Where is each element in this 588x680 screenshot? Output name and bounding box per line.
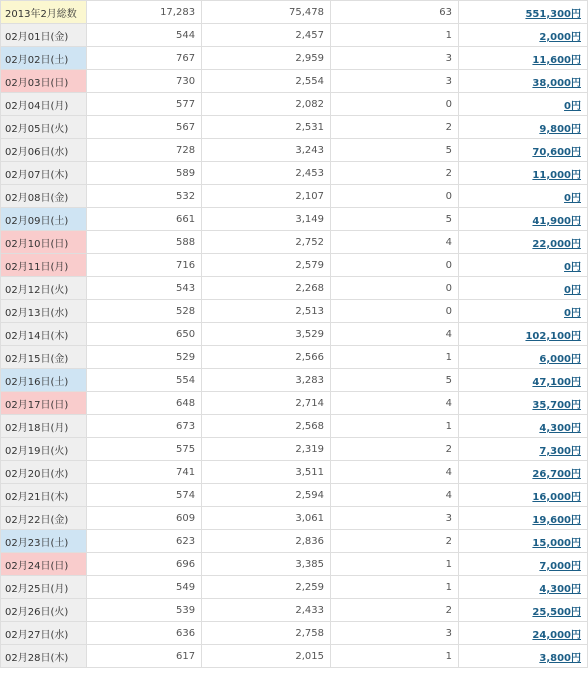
month-total-label: 2013年2月総数 xyxy=(1,1,87,24)
count-a-cell: 617 xyxy=(87,645,202,668)
count-c-cell: 4 xyxy=(331,392,459,415)
table-row xyxy=(1,369,588,392)
date-cell: 02月15日(金) xyxy=(1,346,87,369)
date-cell: 02月28日(木) xyxy=(1,645,87,668)
amount-cell xyxy=(458,47,587,70)
count-b-cell: 2,758 xyxy=(202,622,331,645)
count-c-cell: 3 xyxy=(331,507,459,530)
stats-table-body xyxy=(1,1,588,668)
count-a-cell: 544 xyxy=(87,24,202,47)
total-row xyxy=(1,1,588,24)
count-b-cell: 2,959 xyxy=(202,47,331,70)
amount-link[interactable]: 47,100円 xyxy=(532,376,581,388)
amount-cell xyxy=(458,162,587,185)
count-b-cell: 2,566 xyxy=(202,346,331,369)
count-b-cell: 2,453 xyxy=(202,162,331,185)
amount-link[interactable]: 15,000円 xyxy=(532,537,581,549)
count-c-cell: 3 xyxy=(331,70,459,93)
count-c-cell: 1 xyxy=(331,553,459,576)
count-b-cell: 2,433 xyxy=(202,599,331,622)
date-cell: 02月03日(日) xyxy=(1,70,87,93)
count-a-cell: 728 xyxy=(87,139,202,162)
amount-cell xyxy=(458,645,587,668)
date-cell: 02月04日(月) xyxy=(1,93,87,116)
table-row xyxy=(1,231,588,254)
amount-cell xyxy=(458,507,587,530)
date-cell: 02月05日(火) xyxy=(1,116,87,139)
count-c-cell: 4 xyxy=(331,484,459,507)
count-b-cell: 2,319 xyxy=(202,438,331,461)
table-row xyxy=(1,507,588,530)
date-cell: 02月26日(火) xyxy=(1,599,87,622)
count-b-cell: 2,082 xyxy=(202,93,331,116)
amount-cell xyxy=(458,369,587,392)
count-a-cell: 767 xyxy=(87,47,202,70)
date-cell: 02月11日(月) xyxy=(1,254,87,277)
count-a-cell: 554 xyxy=(87,369,202,392)
count-b-cell: 2,259 xyxy=(202,576,331,599)
amount-cell xyxy=(458,530,587,553)
table-row xyxy=(1,277,588,300)
count-c-cell: 1 xyxy=(331,645,459,668)
amount-cell xyxy=(458,576,587,599)
count-b-cell: 2,268 xyxy=(202,277,331,300)
amount-link[interactable]: 16,000円 xyxy=(532,491,581,503)
amount-link[interactable]: 0円 xyxy=(564,261,581,273)
table-row xyxy=(1,323,588,346)
amount-link[interactable]: 551,300円 xyxy=(525,8,581,20)
amount-cell xyxy=(458,392,587,415)
date-cell: 02月22日(金) xyxy=(1,507,87,530)
amount-cell xyxy=(458,415,587,438)
table-row xyxy=(1,530,588,553)
count-c-cell: 1 xyxy=(331,346,459,369)
count-b-cell: 3,385 xyxy=(202,553,331,576)
table-row xyxy=(1,208,588,231)
date-cell: 02月06日(水) xyxy=(1,139,87,162)
table-row xyxy=(1,484,588,507)
count-a-cell: 575 xyxy=(87,438,202,461)
table-row xyxy=(1,70,588,93)
count-b-cell: 3,283 xyxy=(202,369,331,392)
date-cell: 02月20日(水) xyxy=(1,461,87,484)
count-a-cell: 696 xyxy=(87,553,202,576)
amount-cell xyxy=(458,484,587,507)
amount-link[interactable]: 0円 xyxy=(564,192,581,204)
amount-cell xyxy=(458,599,587,622)
date-cell: 02月24日(日) xyxy=(1,553,87,576)
count-c-cell: 4 xyxy=(331,323,459,346)
table-row xyxy=(1,93,588,116)
count-c-cell: 4 xyxy=(331,461,459,484)
amount-link[interactable]: 7,000円 xyxy=(539,560,581,572)
table-row xyxy=(1,461,588,484)
amount-cell xyxy=(458,461,587,484)
count-a-cell: 730 xyxy=(87,70,202,93)
table-row xyxy=(1,24,588,47)
date-cell: 02月13日(水) xyxy=(1,300,87,323)
count-c-cell: 2 xyxy=(331,162,459,185)
table-row xyxy=(1,415,588,438)
count-c-cell: 5 xyxy=(331,208,459,231)
count-a-cell: 549 xyxy=(87,576,202,599)
table-row xyxy=(1,47,588,70)
table-row xyxy=(1,185,588,208)
amount-link[interactable]: 6,000円 xyxy=(539,353,581,365)
count-a-cell: 648 xyxy=(87,392,202,415)
amount-cell xyxy=(458,231,587,254)
amount-link[interactable]: 3,800円 xyxy=(539,652,581,664)
count-c-cell: 3 xyxy=(331,47,459,70)
amount-cell xyxy=(458,438,587,461)
table-row xyxy=(1,645,588,668)
count-a-cell: 532 xyxy=(87,185,202,208)
count-c-cell: 1 xyxy=(331,576,459,599)
count-b-cell: 2,594 xyxy=(202,484,331,507)
count-c-cell: 0 xyxy=(331,93,459,116)
table-row xyxy=(1,392,588,415)
amount-cell xyxy=(458,622,587,645)
count-a-cell: 636 xyxy=(87,622,202,645)
count-a-cell: 567 xyxy=(87,116,202,139)
table-row xyxy=(1,599,588,622)
amount-cell xyxy=(458,1,587,24)
amount-link[interactable]: 2,000円 xyxy=(539,31,581,43)
count-a-cell: 577 xyxy=(87,93,202,116)
amount-cell xyxy=(458,208,587,231)
amount-cell xyxy=(458,70,587,93)
amount-cell xyxy=(458,185,587,208)
count-c-cell: 0 xyxy=(331,254,459,277)
amount-link[interactable]: 38,000円 xyxy=(532,77,581,89)
count-b-cell: 2,836 xyxy=(202,530,331,553)
amount-cell xyxy=(458,323,587,346)
amount-cell xyxy=(458,277,587,300)
amount-link[interactable]: 4,300円 xyxy=(539,583,581,595)
table-row xyxy=(1,254,588,277)
date-cell: 02月18日(月) xyxy=(1,415,87,438)
date-cell: 02月19日(火) xyxy=(1,438,87,461)
amount-link[interactable]: 9,800円 xyxy=(539,123,581,135)
amount-cell xyxy=(458,346,587,369)
count-b-cell: 2,554 xyxy=(202,70,331,93)
count-c-cell: 2 xyxy=(331,599,459,622)
date-cell: 02月25日(月) xyxy=(1,576,87,599)
date-cell: 02月02日(土) xyxy=(1,47,87,70)
count-c-cell: 2 xyxy=(331,116,459,139)
count-a-cell: 539 xyxy=(87,599,202,622)
count-b-cell: 2,107 xyxy=(202,185,331,208)
count-b-cell: 2,531 xyxy=(202,116,331,139)
count-a-cell: 623 xyxy=(87,530,202,553)
date-cell: 02月01日(金) xyxy=(1,24,87,47)
count-c-cell: 1 xyxy=(331,415,459,438)
count-a-cell: 609 xyxy=(87,507,202,530)
date-cell: 02月14日(木) xyxy=(1,323,87,346)
date-cell: 02月23日(土) xyxy=(1,530,87,553)
amount-link[interactable]: 0円 xyxy=(564,100,581,112)
date-cell: 02月07日(木) xyxy=(1,162,87,185)
amount-link[interactable]: 41,900円 xyxy=(532,215,581,227)
count-c-cell: 63 xyxy=(331,1,459,24)
count-b-cell: 2,568 xyxy=(202,415,331,438)
amount-link[interactable]: 11,600円 xyxy=(532,54,581,66)
amount-link[interactable]: 0円 xyxy=(564,307,581,319)
date-cell: 02月17日(日) xyxy=(1,392,87,415)
count-a-cell: 17,283 xyxy=(87,1,202,24)
amount-link[interactable]: 25,500円 xyxy=(532,606,581,618)
date-cell: 02月08日(金) xyxy=(1,185,87,208)
amount-link[interactable]: 70,600円 xyxy=(532,146,581,158)
date-cell: 02月12日(火) xyxy=(1,277,87,300)
count-c-cell: 5 xyxy=(331,139,459,162)
amount-link[interactable]: 4,300円 xyxy=(539,422,581,434)
table-row xyxy=(1,300,588,323)
count-b-cell: 3,149 xyxy=(202,208,331,231)
amount-link[interactable]: 35,700円 xyxy=(532,399,581,411)
date-cell: 02月21日(木) xyxy=(1,484,87,507)
table-row xyxy=(1,576,588,599)
amount-cell xyxy=(458,116,587,139)
count-a-cell: 543 xyxy=(87,277,202,300)
count-c-cell: 0 xyxy=(331,300,459,323)
count-b-cell: 3,243 xyxy=(202,139,331,162)
date-cell: 02月10日(日) xyxy=(1,231,87,254)
count-c-cell: 0 xyxy=(331,185,459,208)
count-a-cell: 589 xyxy=(87,162,202,185)
count-b-cell: 2,513 xyxy=(202,300,331,323)
count-c-cell: 0 xyxy=(331,277,459,300)
amount-link[interactable]: 0円 xyxy=(564,284,581,296)
count-c-cell: 1 xyxy=(331,24,459,47)
count-b-cell: 2,579 xyxy=(202,254,331,277)
count-a-cell: 673 xyxy=(87,415,202,438)
count-b-cell: 2,752 xyxy=(202,231,331,254)
count-c-cell: 5 xyxy=(331,369,459,392)
count-b-cell: 75,478 xyxy=(202,1,331,24)
amount-link[interactable]: 11,000円 xyxy=(532,169,581,181)
count-a-cell: 661 xyxy=(87,208,202,231)
amount-cell xyxy=(458,300,587,323)
table-row xyxy=(1,162,588,185)
count-a-cell: 528 xyxy=(87,300,202,323)
amount-cell xyxy=(458,93,587,116)
count-c-cell: 2 xyxy=(331,438,459,461)
date-cell: 02月16日(土) xyxy=(1,369,87,392)
table-row xyxy=(1,553,588,576)
amount-link[interactable]: 24,000円 xyxy=(532,629,581,641)
count-b-cell: 2,015 xyxy=(202,645,331,668)
amount-cell xyxy=(458,254,587,277)
count-a-cell: 650 xyxy=(87,323,202,346)
count-a-cell: 529 xyxy=(87,346,202,369)
count-a-cell: 716 xyxy=(87,254,202,277)
amount-cell xyxy=(458,139,587,162)
count-a-cell: 741 xyxy=(87,461,202,484)
amount-link[interactable]: 102,100円 xyxy=(525,330,581,342)
count-c-cell: 4 xyxy=(331,231,459,254)
table-row xyxy=(1,346,588,369)
count-a-cell: 588 xyxy=(87,231,202,254)
table-row xyxy=(1,438,588,461)
table-row xyxy=(1,139,588,162)
amount-cell xyxy=(458,24,587,47)
date-cell: 02月09日(土) xyxy=(1,208,87,231)
amount-link[interactable]: 19,600円 xyxy=(532,514,581,526)
table-row xyxy=(1,116,588,139)
table-row xyxy=(1,622,588,645)
count-b-cell: 3,529 xyxy=(202,323,331,346)
count-b-cell: 3,511 xyxy=(202,461,331,484)
count-b-cell: 2,457 xyxy=(202,24,331,47)
count-c-cell: 2 xyxy=(331,530,459,553)
amount-link[interactable]: 7,300円 xyxy=(539,445,581,457)
count-b-cell: 3,061 xyxy=(202,507,331,530)
date-cell: 02月27日(水) xyxy=(1,622,87,645)
count-a-cell: 574 xyxy=(87,484,202,507)
count-b-cell: 2,714 xyxy=(202,392,331,415)
count-c-cell: 3 xyxy=(331,622,459,645)
amount-link[interactable]: 26,700円 xyxy=(532,468,581,480)
amount-cell xyxy=(458,553,587,576)
amount-link[interactable]: 22,000円 xyxy=(532,238,581,250)
